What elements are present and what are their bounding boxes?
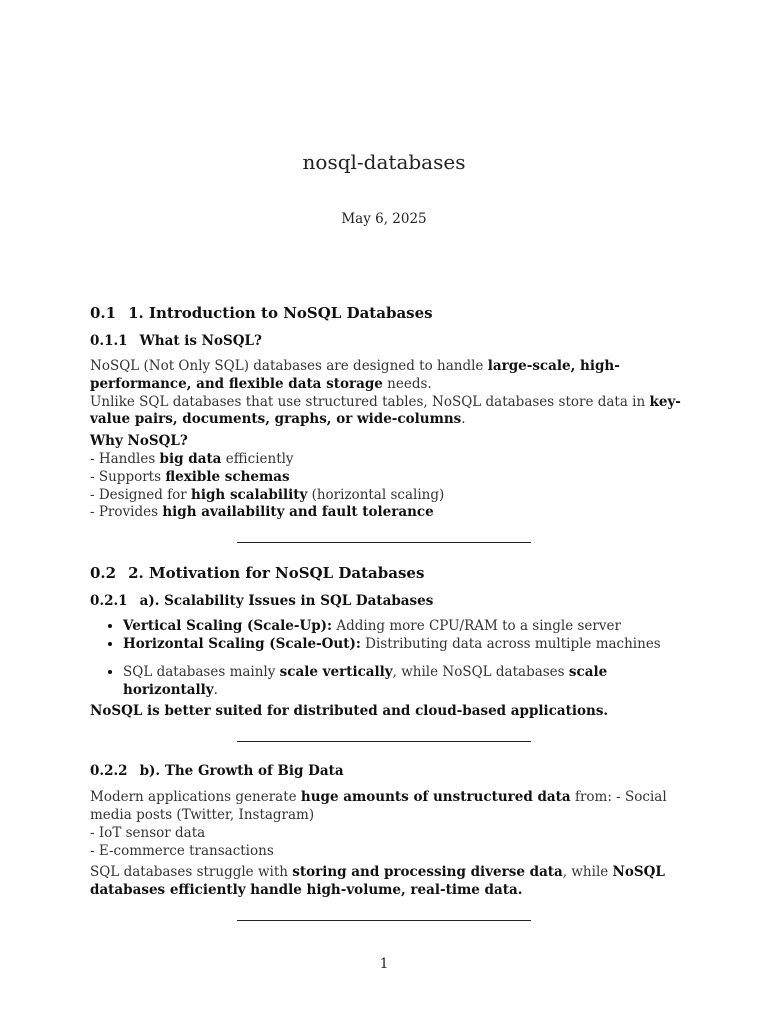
text-line [90,504,686,522]
intro-paragraph [90,358,686,429]
text-run: . [213,681,218,698]
bold-text: key-value pairs, documents, graphs, or wide-columns [90,393,681,428]
big-data-paragraph [90,789,686,825]
bold-text: big data [159,450,222,467]
why-nosql-block [90,433,686,522]
text-line [90,487,686,505]
text-run: - Designed for [90,486,192,503]
scaling-bullet-list [90,618,686,654]
text-run: - Supports [90,468,166,485]
document-title: nosql-databases [302,150,466,174]
bold-text: scale vertically [279,663,393,680]
text-run: Unlike SQL databases that use structured tables, NoSQL databases store data in [90,393,650,410]
text-line [90,469,686,487]
document-body [90,303,686,941]
section-heading-intro: 0.1 1. Introduction to NoSQL Databases [90,304,433,322]
scaling-summary-list [90,664,686,700]
big-data-lines [90,825,686,861]
bold-text: flexible schemas [165,468,290,485]
text-run: - Provides [90,504,163,521]
bold-text: large-scale, high-performance, and flexible data storage [90,358,620,392]
text-run: , while NoSQL databases [392,663,569,680]
text-run: SQL databases mainly [123,663,280,680]
text-run: SQL databases struggle with [90,864,293,881]
text-line: - E-commerce transactions [90,842,274,859]
bold-text: scale horizontally [123,663,608,698]
text-run: Modern applications generate [90,789,301,806]
bold-text: storing and processing diverse data [292,864,563,881]
bold-text: Horizontal Scaling (Scale-Out): [123,635,361,652]
section-heading-motivation: 0.2 2. Motivation for NoSQL Databases [90,564,425,583]
text-run: . [461,411,466,428]
bold-text: NoSQL databases efficiently handle high-volume, real-time data. [90,864,665,899]
bold-text: high availability and fault tolerance [162,504,434,521]
text-run: needs. [382,375,432,392]
text-run: from: - Social media posts (Twitter, Instagram) [90,789,667,823]
text-run: , while [562,864,613,881]
horizontal-rule [237,741,531,742]
text-run: NoSQL (Not Only SQL) databases are designed to handle [90,358,488,374]
bold-text: huge amounts of unstructured data [300,789,571,806]
text-line [90,451,686,469]
big-data-conclusion [90,864,686,900]
horizontal-rule [237,542,531,543]
text-run: efficiently [221,450,294,467]
document-date: May 6, 2025 [341,211,427,227]
subsection-heading-big-data: 0.2.2 b). The Growth of Big Data [90,763,344,780]
page-number: 1 [379,956,389,972]
bold-text: high scalability [191,486,308,503]
bullet-item [123,636,686,654]
text-line: - IoT sensor data [90,824,206,841]
why-nosql-lines [90,451,686,522]
horizontal-rule [237,920,531,921]
subsection-heading-scalability: 0.2.1 a). Scalability Issues in SQL Databases [90,593,434,610]
text-run: Distributing data across multiple machines [360,635,661,652]
text-run: - Handles [90,450,160,467]
text-run: (horizontal scaling) [307,486,445,503]
subsection-heading-what-is-nosql: 0.1.1 What is NoSQL? [90,333,262,349]
text-run: Adding more CPU/RAM to a single server [332,618,621,635]
why-nosql-title: Why NoSQL? [90,433,188,450]
bullet-item [123,664,686,700]
bold-text: Vertical Scaling (Scale-Up): [123,618,333,635]
scaling-conclusion: NoSQL is better suited for distributed and cloud-based applications. [90,703,609,720]
bullet-item [123,618,686,636]
